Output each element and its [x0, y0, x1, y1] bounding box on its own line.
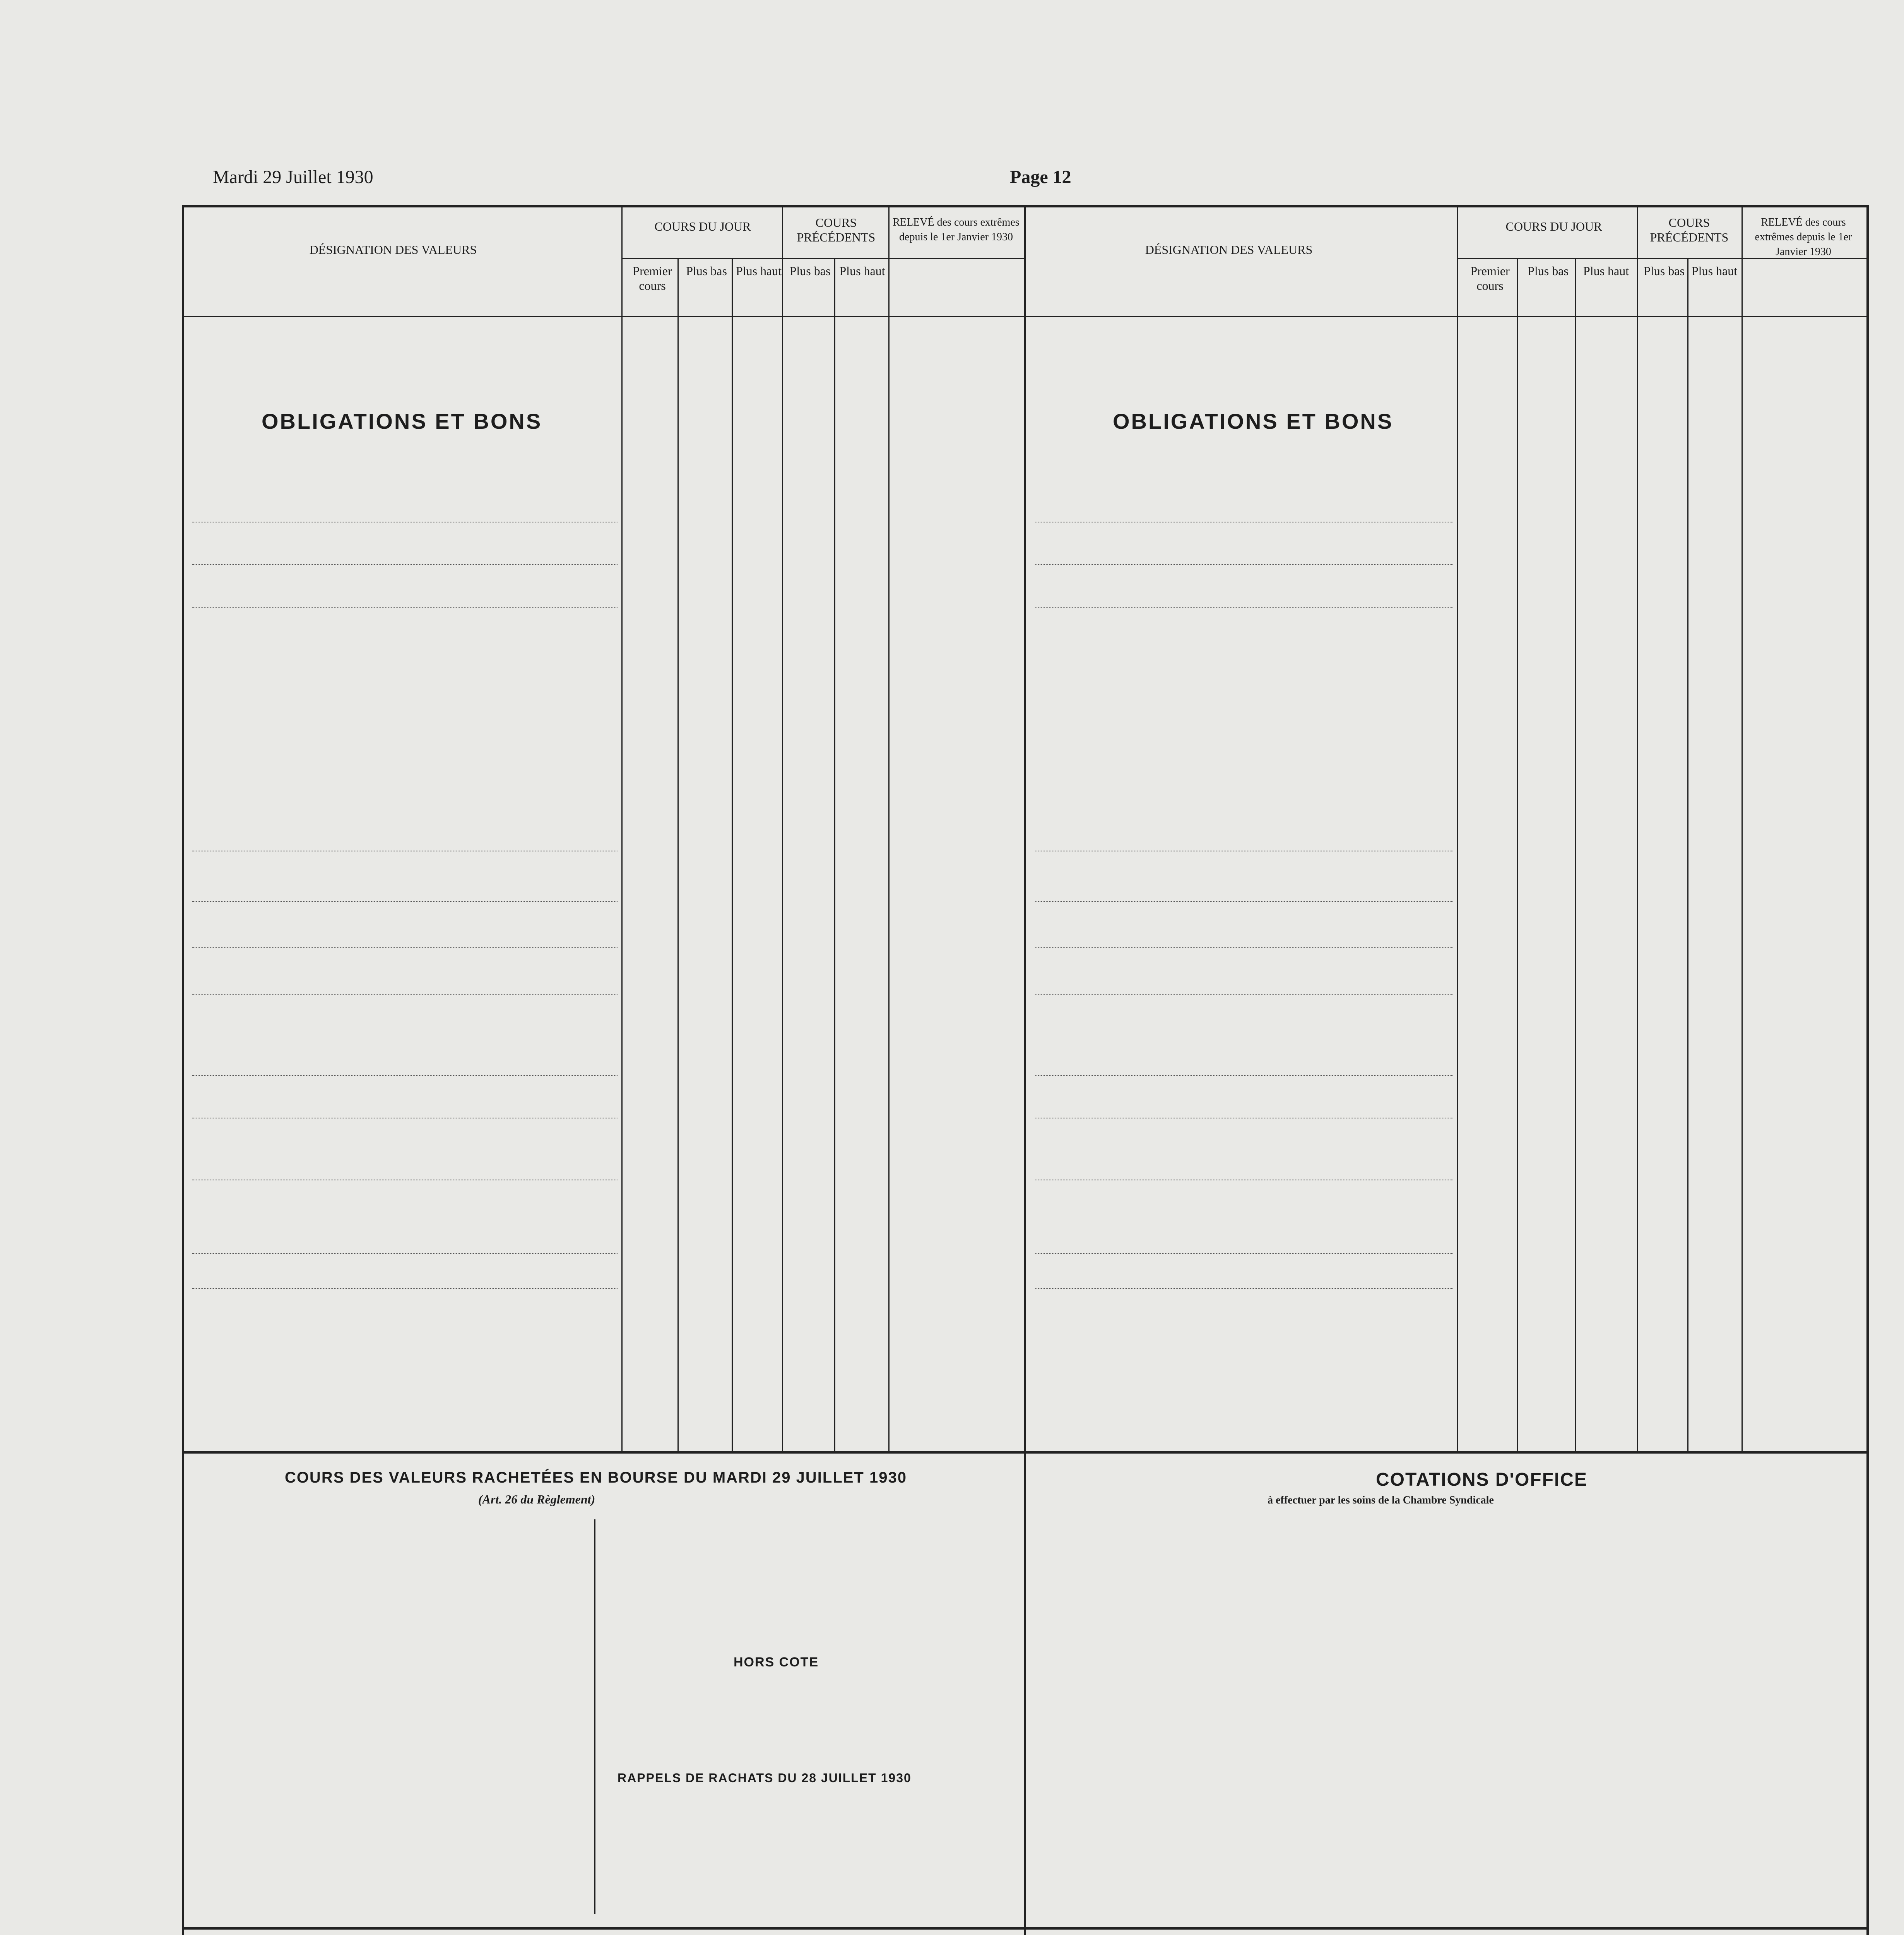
left-prec-bas-header: Plus bas	[789, 264, 831, 278]
dotted-leader	[192, 1253, 618, 1254]
hors-cote-title: HORS COTE	[734, 1655, 819, 1670]
right-cours-jour-header: COURS DU JOUR	[1505, 219, 1602, 233]
dotted-leader	[192, 1075, 618, 1076]
bonds-section	[184, 207, 1866, 1454]
cotations-subtitle: à effectuer par les soins de la Chambre Syndicale	[1268, 1494, 1494, 1506]
right-bas-header: Plus bas	[1528, 264, 1569, 278]
dotted-leader	[192, 994, 618, 995]
left-premier-header: Premier cours	[633, 264, 672, 293]
rappels-rachats-title: RAPPELS DE RACHATS DU 28 JUILLET 1930	[618, 1771, 912, 1785]
right-haut-header: Plus haut	[1583, 264, 1629, 278]
left-bas-header: Plus bas	[686, 264, 727, 278]
dotted-leader	[192, 607, 618, 608]
dotted-leader	[1035, 607, 1453, 608]
dotted-leader	[1035, 994, 1453, 995]
page-date: Mardi 29 Juillet 1930	[213, 167, 373, 187]
dotted-leader	[1035, 564, 1453, 565]
right-section-title: OBLIGATIONS ET BONS	[1113, 409, 1394, 433]
right-designation-header: DÉSIGNATION DES VALEURS	[1145, 243, 1313, 257]
left-releve-header: RELEVÉ des cours extrêmes depuis le 1er Janvier 1930	[893, 216, 1020, 243]
rachetees-title: COURS DES VALEURS RACHETÉES EN BOURSE DU MARDI 29 JUILLET 1930	[285, 1469, 907, 1486]
right-prec-haut-header: Plus haut	[1691, 264, 1738, 278]
dotted-leader	[1035, 901, 1453, 902]
left-precedents-header: COURS PRÉCÉDENTS	[797, 216, 876, 244]
page-header	[182, 163, 1869, 194]
left-section-title: OBLIGATIONS ET BONS	[262, 409, 542, 433]
cotations-title: COTATIONS D'OFFICE	[1376, 1469, 1588, 1490]
left-cours-jour-header: COURS DU JOUR	[654, 219, 751, 233]
page-number: Page 12	[1010, 167, 1071, 187]
right-prec-bas-header: Plus bas	[1644, 264, 1685, 278]
rachetees-subtitle: (Art. 26 du Règlement)	[478, 1492, 595, 1506]
dotted-leader	[192, 901, 618, 902]
left-haut-header: Plus haut	[736, 264, 782, 278]
dotted-leader	[192, 947, 618, 948]
right-releve-header: RELEVÉ des cours extrêmes depuis le 1er Janvier 1930	[1755, 216, 1852, 258]
right-premier-header: Premier cours	[1470, 264, 1510, 293]
dotted-leader	[192, 564, 618, 565]
left-prec-haut-header: Plus haut	[839, 264, 885, 278]
dotted-leader	[1035, 1288, 1453, 1289]
left-designation-header: DÉSIGNATION DES VALEURS	[309, 243, 477, 257]
main-frame	[182, 205, 1869, 1935]
right-precedents-header: COURS PRÉCÉDENTS	[1650, 216, 1729, 244]
changes-section	[184, 1930, 1866, 1935]
dotted-leader	[192, 1288, 618, 1289]
dotted-leader	[1035, 947, 1453, 948]
newspaper-page	[182, 163, 1869, 1935]
dotted-leader	[1035, 1253, 1453, 1254]
rachetees-section	[184, 1454, 1866, 1930]
dotted-leader	[1035, 1075, 1453, 1076]
